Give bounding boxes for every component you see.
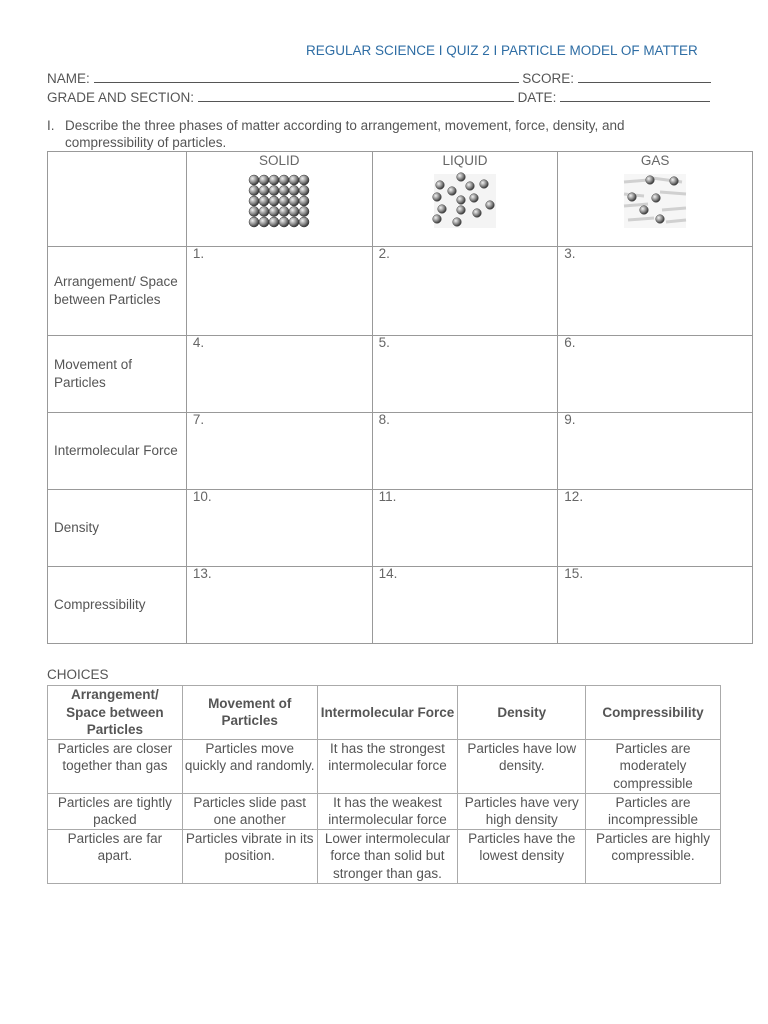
solid-header-cell	[186, 152, 372, 247]
choice-cell: Particles have low density.	[458, 739, 586, 793]
solid-particle	[269, 196, 279, 206]
solid-particle	[249, 196, 259, 206]
item-number-5: 5.	[378, 335, 390, 350]
choices-header-compressibility: Compressibility	[586, 686, 721, 740]
choice-cell: Lower intermolecular force than solid but stronger than gas.	[317, 829, 458, 883]
solid-particle	[259, 186, 269, 196]
choices-header-movement: Movement of Particles	[182, 686, 317, 740]
name-label: NAME:	[47, 71, 90, 86]
solid-particle	[299, 217, 309, 227]
row-label-movement: Movement of Particles	[48, 336, 187, 413]
choices-row	[48, 739, 721, 793]
choices-row	[48, 829, 721, 883]
choices-row	[48, 793, 721, 829]
table-row-arrangement	[48, 247, 753, 336]
solid-particle	[249, 186, 259, 196]
gas-particles-icon	[622, 172, 688, 230]
grade-date-line	[47, 89, 710, 105]
date-blank[interactable]	[560, 89, 710, 102]
answer-cell-4[interactable]	[186, 336, 372, 413]
name-blank[interactable]	[94, 70, 519, 83]
answer-cell-12[interactable]	[558, 490, 753, 567]
item-number-9: 9.	[564, 412, 576, 427]
solid-particle	[279, 217, 289, 227]
choice-cell: Particles vibrate in its position.	[182, 829, 317, 883]
choices-header-density: Density	[458, 686, 586, 740]
item-number-7: 7.	[192, 412, 205, 427]
item-number-11: 11.	[378, 489, 397, 504]
liquid-particles-icon	[432, 172, 498, 230]
choice-cell: Particles have the lowest density	[458, 829, 586, 883]
choice-cell: Particles are incompressible	[586, 793, 721, 829]
table-row-movement	[48, 336, 753, 413]
gas-label: GAS	[640, 153, 670, 168]
table-row-compressibility	[48, 567, 753, 644]
solid-particle	[259, 217, 269, 227]
score-blank[interactable]	[578, 70, 711, 83]
phase-header-row	[48, 152, 753, 247]
solid-particle	[289, 196, 299, 206]
solid-particle	[289, 175, 299, 185]
choice-cell: Particles are far apart.	[48, 829, 183, 883]
solid-particle	[299, 175, 309, 185]
choices-table	[47, 685, 721, 884]
answer-cell-14[interactable]	[372, 567, 558, 644]
quiz-title: REGULAR SCIENCE I QUIZ 2 I PARTICLE MODEL OF MATTER	[306, 43, 698, 58]
table-row-force	[48, 413, 753, 490]
gas-header-cell	[558, 152, 753, 247]
row-label-compressibility: Compressibility	[48, 567, 187, 644]
row-label-density: Density	[48, 490, 187, 567]
answer-cell-1[interactable]	[186, 247, 372, 336]
name-score-line	[47, 70, 711, 86]
answer-cell-9[interactable]	[558, 413, 753, 490]
solid-particles-icon	[246, 172, 312, 230]
answer-cell-13[interactable]	[186, 567, 372, 644]
solid-particle	[259, 175, 269, 185]
solid-particle	[259, 196, 269, 206]
choice-cell: Particles have very high density	[458, 793, 586, 829]
choices-header-force: Intermolecular Force	[317, 686, 458, 740]
grade-section-label: GRADE AND SECTION:	[47, 90, 195, 105]
answer-cell-2[interactable]	[372, 247, 558, 336]
item-number-8: 8.	[378, 412, 390, 427]
solid-particle	[289, 186, 299, 196]
choices-header-arrangement: Arrangement/ Space between Particles	[48, 686, 183, 740]
answer-cell-8[interactable]	[372, 413, 558, 490]
answer-cell-5[interactable]	[372, 336, 558, 413]
choice-cell: Particles are highly compressible.	[586, 829, 721, 883]
solid-particle	[269, 217, 279, 227]
choices-label: CHOICES	[47, 667, 109, 682]
answer-cell-10[interactable]	[186, 490, 372, 567]
table-row-density	[48, 490, 753, 567]
answer-cell-15[interactable]	[558, 567, 753, 644]
solid-particle	[299, 196, 309, 206]
solid-label: SOLID	[258, 153, 300, 168]
solid-particle	[299, 186, 309, 196]
answer-cell-7[interactable]	[186, 413, 372, 490]
item-number-4: 4.	[192, 335, 205, 350]
empty-corner-cell	[48, 152, 187, 247]
choices-header-row	[48, 686, 721, 740]
solid-particle	[269, 207, 279, 217]
item-number-13: 13.	[192, 566, 212, 581]
solid-particle	[279, 196, 289, 206]
choice-cell: Particles are moderately compressible	[586, 739, 721, 793]
liquid-label: LIQUID	[442, 153, 488, 168]
solid-particle	[269, 175, 279, 185]
answer-cell-3[interactable]	[558, 247, 753, 336]
item-number-2: 2.	[378, 246, 390, 261]
instruction-text: Describe the three phases of matter according to arrangement, movement, force, density, and compressibility of particles.	[65, 118, 625, 150]
item-number-1: 1.	[192, 246, 205, 261]
item-number-6: 6.	[564, 335, 576, 350]
instruction	[47, 117, 687, 151]
item-number-14: 14.	[378, 566, 398, 581]
choice-cell: Particles are tightly packed	[48, 793, 183, 829]
item-number-3: 3.	[564, 246, 576, 261]
solid-particle	[249, 175, 259, 185]
item-number-10: 10.	[192, 489, 212, 504]
choice-cell: Particles slide past one another	[182, 793, 317, 829]
solid-particle	[279, 175, 289, 185]
liquid-header-cell	[372, 152, 558, 247]
solid-particle	[299, 207, 309, 217]
solid-particle	[249, 207, 259, 217]
solid-particle	[249, 217, 259, 227]
solid-particle	[259, 207, 269, 217]
date-label: DATE:	[517, 90, 557, 105]
solid-particle	[279, 186, 289, 196]
solid-particle	[279, 207, 289, 217]
answer-cell-11[interactable]	[372, 490, 558, 567]
row-label-arrangement: Arrangement/ Space between Particles	[48, 247, 187, 336]
choice-cell: Particles are closer together than gas	[48, 739, 183, 793]
solid-particle	[289, 217, 299, 227]
item-number-12: 12.	[564, 489, 584, 504]
score-label: SCORE:	[522, 71, 575, 86]
row-label-force: Intermolecular Force	[48, 413, 187, 490]
grade-section-blank[interactable]	[198, 89, 514, 102]
choice-cell: Particles move quickly and randomly.	[182, 739, 317, 793]
answer-cell-6[interactable]	[558, 336, 753, 413]
instruction-number: I.	[47, 118, 55, 133]
solid-particle	[269, 186, 279, 196]
item-number-15: 15.	[564, 566, 584, 581]
phases-table	[47, 151, 753, 644]
choice-cell: It has the strongest intermolecular force	[317, 739, 458, 793]
choice-cell: It has the weakest intermolecular force	[317, 793, 458, 829]
solid-particle	[289, 207, 299, 217]
